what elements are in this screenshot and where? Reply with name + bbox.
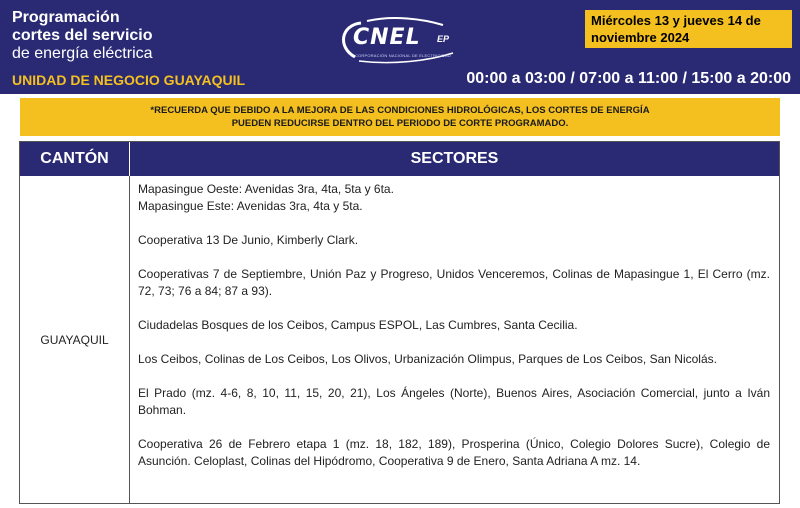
sector-entry: Los Ceibos, Colinas de Los Ceibos, Los Olivos, Urbanización Olimpus, Parques de Los Ceibos, San Nicolás. xyxy=(138,352,717,366)
sector-entry: Mapasingue Oeste: Avenidas 3ra, 4ta, 5ta y 6ta. xyxy=(138,182,394,196)
sector-entry: Cooperativas 7 de Septiembre, Unión Paz y Progreso, Unidos Venceremos, Colinas de Mapasingue 1, El Cerro (mz. 72, 73; 76 a 84; 87 a 93). xyxy=(138,267,770,298)
date-badge: Miércoles 13 y jueves 14 de noviembre 2024 xyxy=(585,10,792,48)
header-banner xyxy=(0,0,800,94)
logo-wordmark: CNEL xyxy=(353,25,421,50)
header-canton: CANTÓN xyxy=(20,142,130,176)
sector-entry: Cooperativa 26 de Febrero etapa 1 (mz. 18, 182, 189), Prosperina (Único, Colegio Dolores Sucre), Colegio de Asunción. Celoplast, Colinas del Hipódromo, Cooperativa 9 de Enero, Santa Adriana A mz. 14. xyxy=(138,437,770,468)
title-line-2: cortes del servicio xyxy=(12,27,153,44)
notice-banner xyxy=(20,98,780,136)
notice-line-2: PUEDEN REDUCIRSE DENTRO DEL PERIODO DE CORTE PROGRAMADO. xyxy=(231,118,569,129)
sector-entry: Mapasingue Este: Avenidas 3ra, 4ta y 5ta. xyxy=(138,199,363,213)
sector-entry: Ciudadelas Bosques de los Ceibos, Campus ESPOL, Las Cumbres, Santa Cecilia. xyxy=(138,318,578,332)
column-divider xyxy=(129,176,130,504)
title-line-3: de energía eléctrica xyxy=(12,45,153,62)
outage-hours: 00:00 a 03:00 / 07:00 a 11:00 / 15:00 a 20:00 xyxy=(466,70,791,87)
sector-entry: Cooperativa 13 De Junio, Kimberly Clark. xyxy=(138,233,359,247)
logo-subtitle: CORPORACIÓN NACIONAL DE ELECTRICIDAD xyxy=(355,53,451,58)
sectores-cell xyxy=(138,181,770,470)
schedule-table xyxy=(19,141,780,504)
sector-entry: El Prado (mz. 4-6, 8, 10, 11, 15, 20, 21), Los Ángeles (Norte), Buenos Aires, Asociación Comercial, junto a Iván Bohman. xyxy=(138,386,770,417)
business-unit-label: UNIDAD DE NEGOCIO GUAYAQUIL xyxy=(12,72,246,88)
logo-suffix: EP xyxy=(437,34,450,44)
canton-cell: GUAYAQUIL xyxy=(40,333,109,347)
cnel-logo xyxy=(333,17,473,67)
title-line-1: Programación xyxy=(12,9,120,26)
notice-line-1: *RECUERDA QUE DEBIDO A LA MEJORA DE LAS CONDICIONES HIDROLÓGICAS, LOS CORTES DE ENERGÍA xyxy=(150,105,650,116)
header-sectores: SECTORES xyxy=(130,142,779,176)
